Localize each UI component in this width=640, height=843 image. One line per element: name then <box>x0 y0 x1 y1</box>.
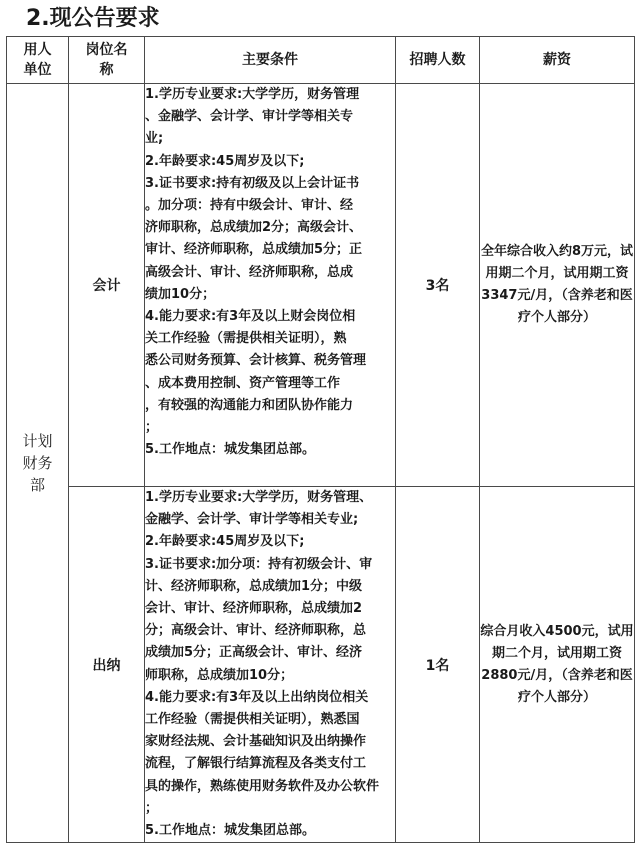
count-cell: 3名 <box>396 84 480 487</box>
condition-line: 4.能力要求:有3年及以上财会岗位相 <box>145 309 356 325</box>
condition-line: 、成本费用控制、资产管理等工作 <box>145 375 341 391</box>
condition-line: ； <box>145 800 159 816</box>
unit-cell: 计划 财务 部 <box>7 84 69 843</box>
conditions-cell <box>145 84 396 487</box>
condition-line: 师职称，总成绩加10分； <box>145 667 294 683</box>
count-cell: 1名 <box>396 487 480 843</box>
condition-line: 1.学历专业要求:大学学历，财务管理 <box>145 87 360 102</box>
condition-line: 1.学历专业要求:大学学历，财务管理、 <box>145 490 373 505</box>
conditions-cell <box>145 487 396 843</box>
condition-line: 、金融学、会计学、审计学等相关专 <box>145 109 354 125</box>
condition-line: 济师职称，总成绩加2分；高级会计、 <box>145 220 363 236</box>
condition-line: 会计、审计、经济师职称，总成绩加2 <box>145 601 363 617</box>
condition-line: 3.证书要求:持有初级及以上会计证书 <box>145 175 360 191</box>
table-row <box>7 84 635 487</box>
header-salary: 薪资 <box>480 37 635 84</box>
salary-cell: 综合月收入4500元，试用期二个月，试用期工资2880元/月，（含养老和医疗个人部分） <box>480 487 635 843</box>
condition-line: 具的操作，熟练使用财务软件及办公软件 <box>145 778 380 794</box>
condition-line: 关工作经验（需提供相关证明），熟 <box>145 331 347 347</box>
header-conditions: 主要条件 <box>145 37 396 84</box>
condition-line: 金融学、会计学、审计学等相关专业; <box>145 512 359 528</box>
condition-line: ，有较强的沟通能力和团队协作能力 <box>145 397 354 413</box>
condition-line: 审计、经济师职称，总成绩加5分；正 <box>145 242 363 258</box>
condition-line: 计、经济师职称，总成绩加1分；中级 <box>145 578 363 594</box>
header-position: 岗位名 称 <box>69 37 145 84</box>
table-row <box>7 487 635 843</box>
condition-line: 流程，了解银行结算流程及各类支付工 <box>145 756 367 772</box>
header-count: 招聘人数 <box>396 37 480 84</box>
condition-line: 高级会计、审计、经济师职称，总成 <box>145 264 354 280</box>
position-cell: 出纳 <box>69 487 145 843</box>
header-row <box>7 37 635 84</box>
condition-line: 5.工作地点：城发集团总部。 <box>145 823 315 839</box>
header-unit: 用人 单位 <box>7 37 69 84</box>
position-cell: 会计 <box>69 84 145 487</box>
condition-line: 5.工作地点：城发集团总部。 <box>145 442 315 458</box>
condition-line: 悉公司财务预算、会计核算、税务管理 <box>145 353 367 369</box>
salary-cell: 全年综合收入约8万元，试用期二个月，试用期工资3347元/月，（含养老和医疗个人部分） <box>480 84 635 487</box>
condition-line: 工作经验（需提供相关证明），熟悉国 <box>145 712 360 728</box>
condition-line: ； <box>145 420 159 436</box>
condition-line: 3.证书要求:加分项：持有初级会计、审 <box>145 556 373 572</box>
requirements-table <box>6 36 635 843</box>
condition-line: 2.年龄要求:45周岁及以下; <box>145 153 305 169</box>
condition-line: 业; <box>145 131 164 147</box>
condition-line: 绩加10分； <box>145 286 216 302</box>
condition-line: 家财经法规、会计基础知识及出纳操作 <box>145 734 367 750</box>
condition-line: 2.年龄要求:45周岁及以下; <box>145 534 305 550</box>
section-title: 2.现公告要求 <box>26 6 160 31</box>
condition-line: 分；高级会计、审计、经济师职称，总 <box>145 623 367 639</box>
condition-line: 。加分项：持有中级会计、审计、经 <box>145 198 354 214</box>
condition-line: 成绩加5分；正高级会计、审计、经济 <box>145 645 363 661</box>
condition-line: 4.能力要求:有3年及以上出纳岗位相关 <box>145 689 369 705</box>
